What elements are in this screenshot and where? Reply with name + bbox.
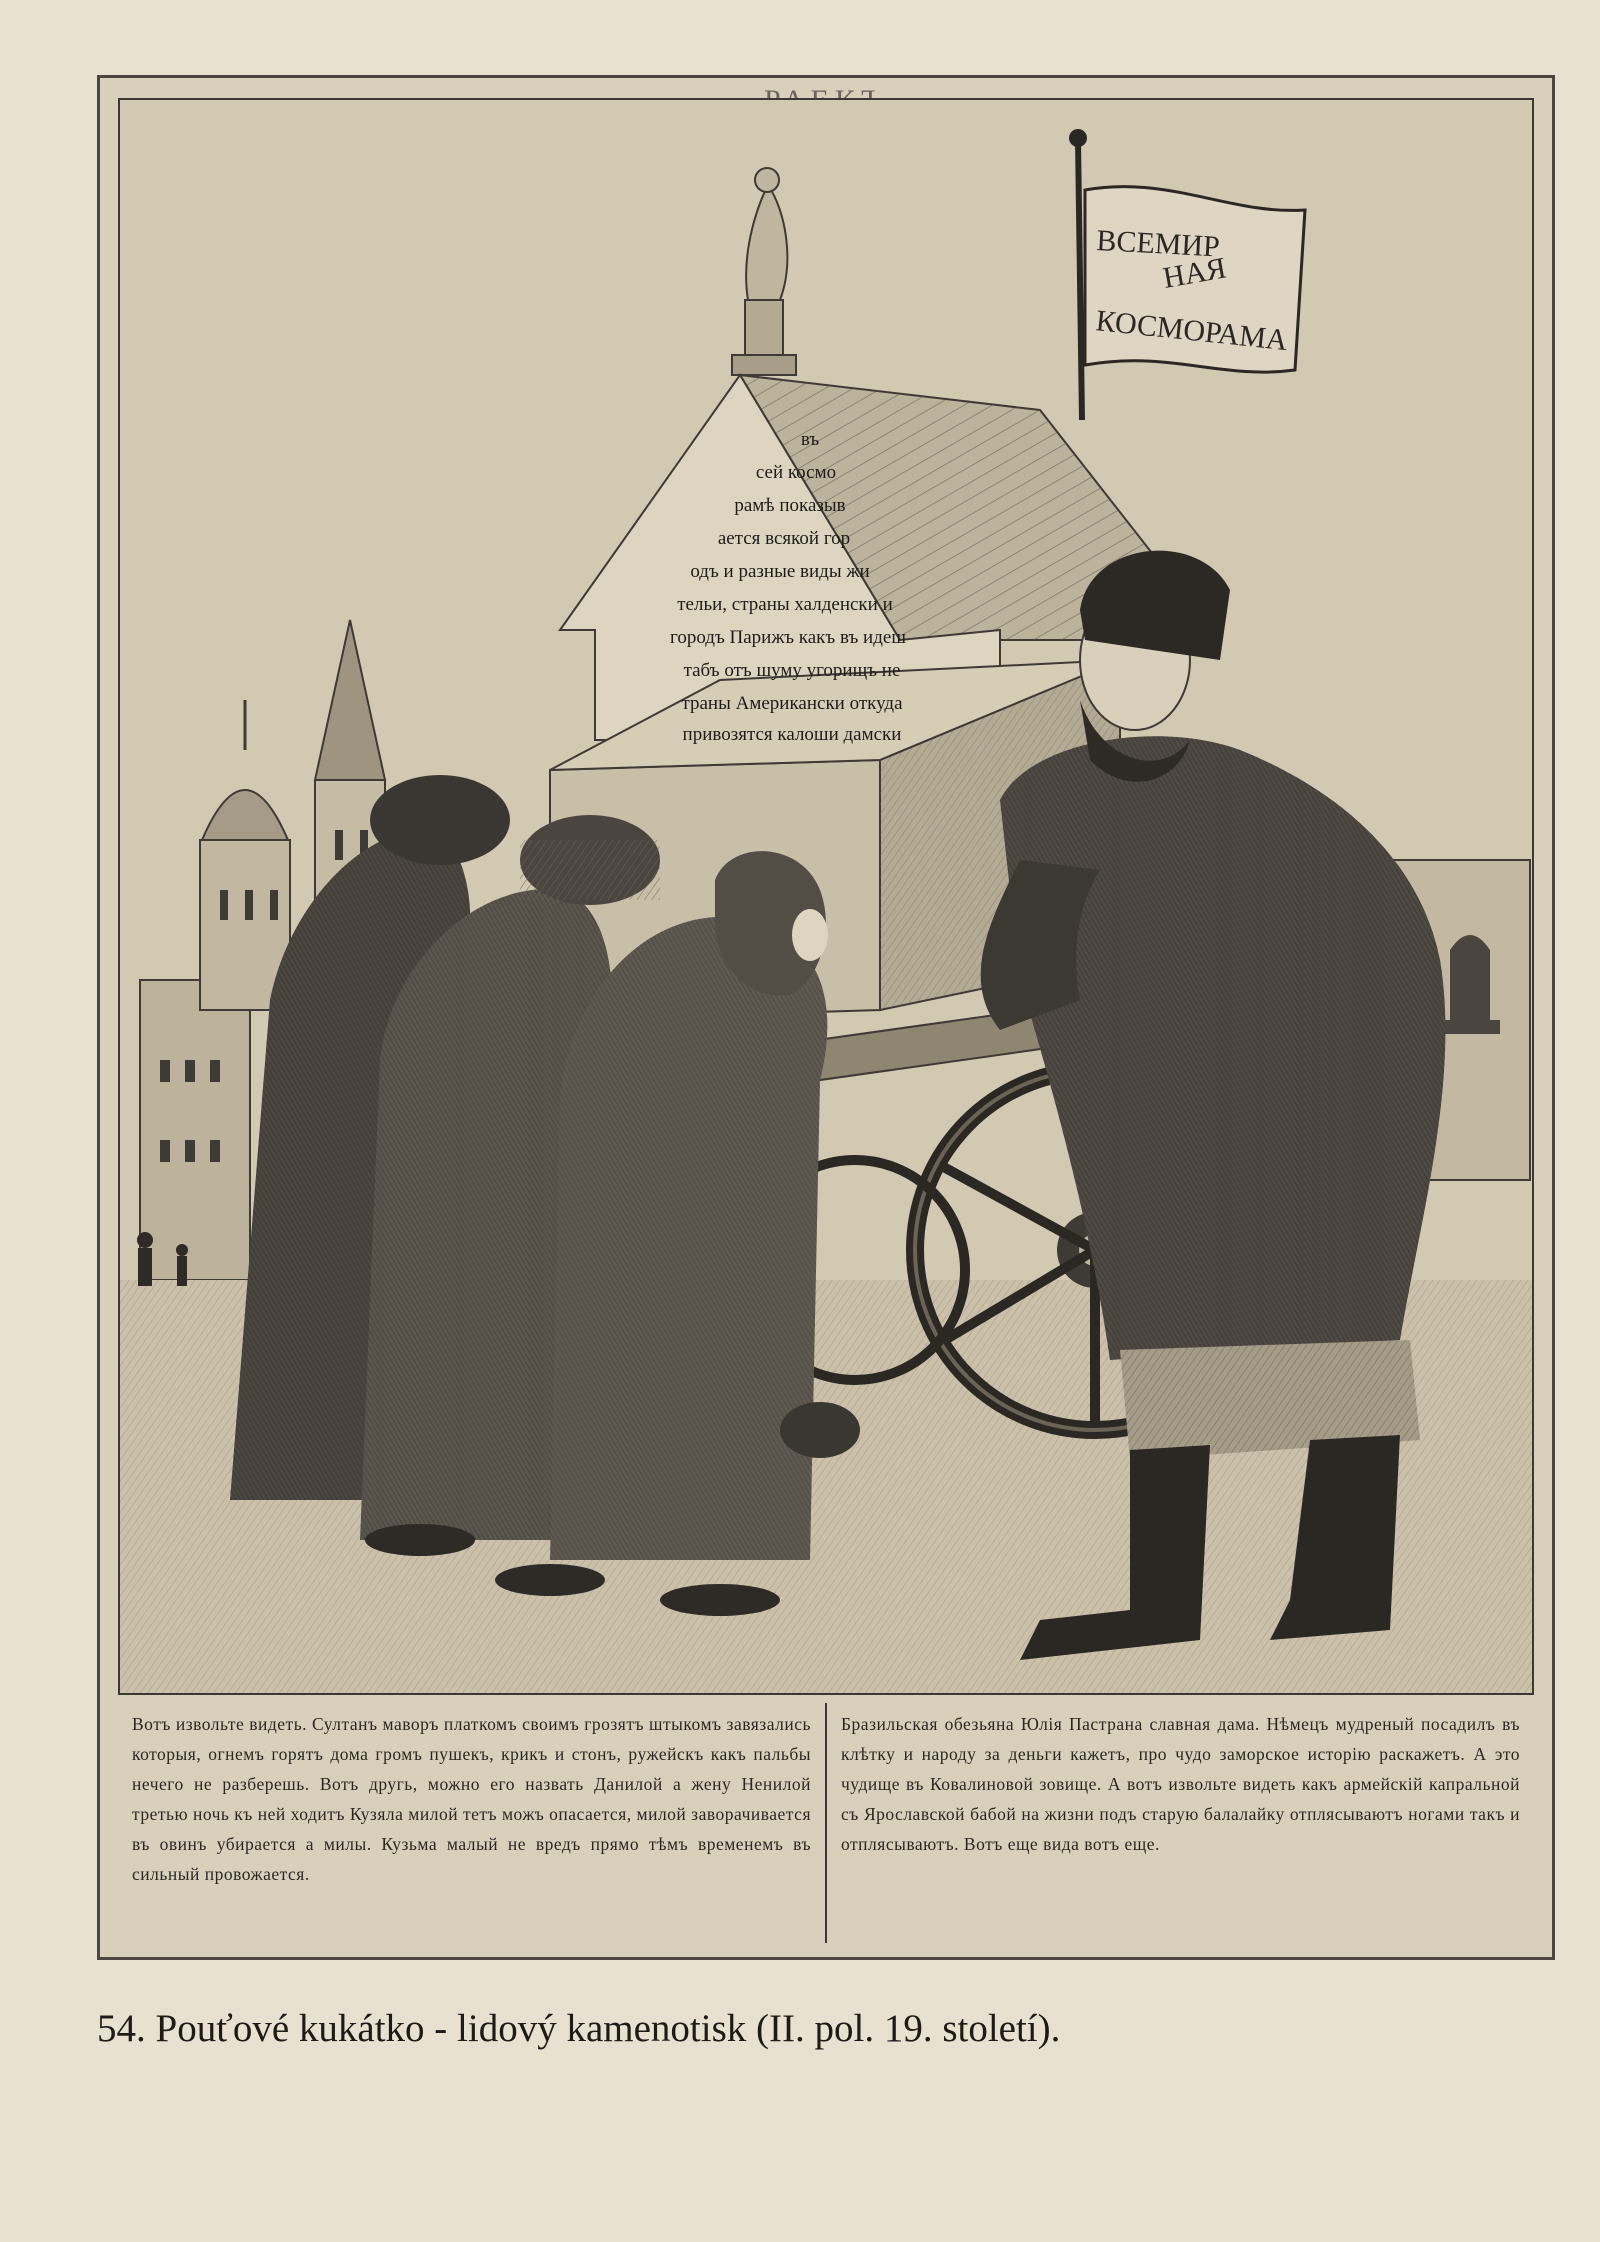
house-line-4: ается всякой гор xyxy=(717,528,851,549)
spectator-group xyxy=(230,775,860,1616)
house-line-6: тельи, страны халденски и xyxy=(677,594,893,615)
house-line-3: рамѣ показыв xyxy=(734,495,846,516)
flag-line-3: КОСМОРАМА xyxy=(1094,304,1290,358)
illustration-frame xyxy=(118,98,1534,1695)
house-line-2: сей космо xyxy=(755,462,837,483)
plate-caption-left: Вотъ извольте видеть. Султанъ маворъ платкомъ своимъ грозятъ штыкомъ завязались которыя, огнемъ горятъ дома громъ пушекъ, крикъ и стонъ, ружейскъ какъ пальбы нечего не разберешь. Вотъ другь, можно его назвать Данилой а жену Ненилой третью ночь къ ней ходитъ Кузяла милой тетъ можъ опасается, милой заворачивается въ овинъ убирается а милы. Кузьма малый не вредъ прямо тѣмъ временемъ въ сильный провожается. xyxy=(132,1714,811,1884)
house-line-1: въ xyxy=(800,429,820,450)
flag-line-1: ВСЕМИР xyxy=(1095,224,1221,264)
peepshow-illustration xyxy=(120,100,1534,1695)
house-line-8: табъ отъ шуму угорищъ не xyxy=(683,660,901,681)
house-line-9: траны Американски откуда xyxy=(681,693,903,714)
flag-line-2: НАЯ xyxy=(1160,251,1229,295)
plate-caption-area xyxy=(118,1703,1534,1943)
house-line-7: городъ Парижъ какъ въ идеш xyxy=(670,627,906,648)
house-line-5: одъ и разные виды жи xyxy=(690,561,870,582)
house-line-10: привозятся калоши дамски xyxy=(682,724,902,745)
plate-caption-right: Бразильская обезьяна Юлія Пастрана славная дама. Нѣмецъ мудреный посадилъ въ клѣтку и народу за деньги кажетъ, про чудо заморское исторію раскажетъ. А это чудище въ Ковалиновой зовище. А вотъ извольте видеть какъ армейскій капральной съ Ярославской бабой на жизни подъ старую балалайку отплясываютъ ногами такъ и отплясываютъ. Вотъ еще вида вотъ еще. xyxy=(825,1703,1534,1943)
lithograph-plate xyxy=(97,75,1555,1960)
figure-caption: 54. Pouťové kukátko - lidový kamenotisk (II. pol. 19. století). xyxy=(97,2007,1061,2050)
